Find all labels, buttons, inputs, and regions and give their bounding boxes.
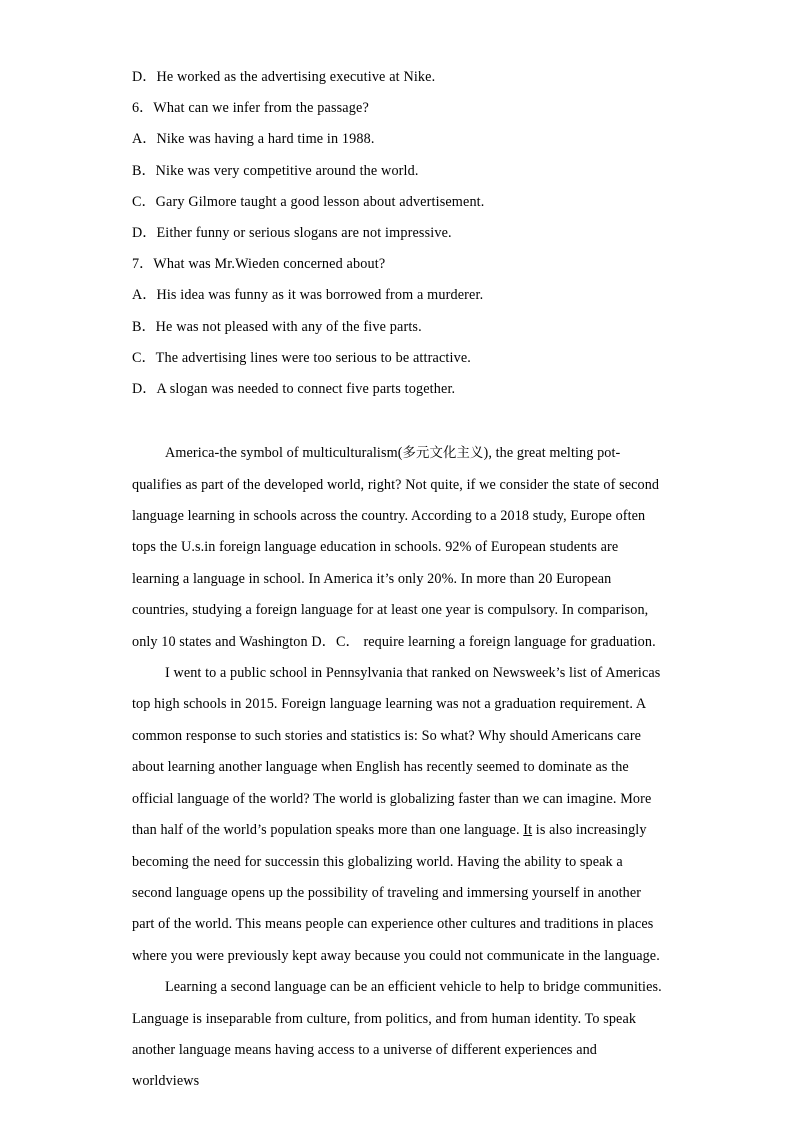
passage-paragraph-3: Learning a second language can be an efficient vehicle to help to bridge communities. Language is inseparable from culture, from politics, and from human identity. To speak another language means having access to a universe of different experiences and worldviews: [132, 979, 662, 1090]
question-item: [132, 124, 664, 155]
document-content: [132, 62, 664, 1098]
question-text: A slogan was needed to connect five parts together.: [156, 381, 456, 398]
question-text: What was Mr.Wieden concerned about?: [153, 256, 386, 273]
paragraph-1-text-before-cjk: America-the symbol of multiculturalism(: [165, 445, 403, 462]
question-text: Nike was very competitive around the world.: [155, 162, 419, 179]
question-text: What can we infer from the passage?: [153, 100, 369, 117]
question-label: C．: [132, 193, 156, 210]
question-item: [132, 62, 664, 93]
paragraph-2-text-after-underline: is also increasingly becoming the need for successin this globalizing world. Having the ability to speak a second language opens up the possibility of traveling and immersing yourself in another part of the world. This means people can experience other cultures and traditions in places where you were previously kept away because you could not communicate in the language.: [132, 822, 660, 964]
question-item: [132, 312, 664, 343]
question-label: A．: [132, 131, 157, 148]
paragraph-2-text-before-underline: I went to a public school in Pennsylvania that ranked on Newsweek’s list of Americas top high schools in 2015. Foreign language learning was not a graduation requirement. A common response to such stories and statistics is: So what? Why should Americans care about learning another language when English has recently seemed to dominate as the official language of the world? The world is globalizing faster than we can imagine. More than half of the world’s population speaks more than one language.: [132, 665, 661, 839]
question-label: D．: [132, 381, 157, 398]
question-text: He was not pleased with any of the five parts.: [155, 318, 422, 335]
question-text: Gary Gilmore taught a good lesson about advertisement.: [155, 193, 485, 210]
reading-passage: [132, 438, 664, 1098]
question-text: He worked as the advertising executive at Nike.: [156, 69, 436, 85]
question-text: His idea was funny as it was borrowed from a murderer.: [156, 287, 484, 304]
question-label: 6．: [132, 100, 154, 117]
question-item: [132, 343, 664, 374]
question-list: [132, 62, 664, 405]
paragraph-1-text-after-cjk: ), the great melting pot-qualifies as part of the developed world, right? Not quite, if we consider the state of second language learning in schools across the country. According to a 2018 study, Europe often tops the U.s.in foreign language education in schools. 92% of European students are learning a language in school. In America it’s only 20%. In more than 20 European countries, studying a foreign language for at least one year is compulsory. In comparison, only 10 states and Washington D．C． require learning a foreign language for graduation.: [132, 445, 660, 650]
question-text: Either funny or serious slogans are not impressive.: [156, 225, 452, 242]
question-item: [132, 156, 664, 187]
question-item: [132, 374, 664, 405]
question-item: [132, 93, 664, 124]
passage-paragraph-2: [132, 658, 664, 972]
question-label: B．: [132, 318, 156, 335]
question-item: [132, 249, 664, 280]
question-item: [132, 280, 664, 311]
underlined-pronoun-it: It: [523, 822, 533, 839]
passage-paragraph-1: [132, 438, 664, 658]
question-item: [132, 187, 664, 218]
question-label: C．: [132, 349, 156, 366]
question-label: D．: [132, 225, 157, 242]
question-text: The advertising lines were too serious to be attractive.: [155, 349, 471, 366]
question-label: 7．: [132, 256, 154, 273]
question-label: A．: [132, 287, 157, 304]
question-text: Nike was having a hard time in 1988.: [156, 131, 375, 148]
question-item: [132, 218, 664, 249]
chinese-gloss-multiculturalism: 多元文化主义: [402, 446, 484, 462]
question-label: B．: [132, 162, 156, 179]
question-label: D．: [132, 69, 157, 85]
